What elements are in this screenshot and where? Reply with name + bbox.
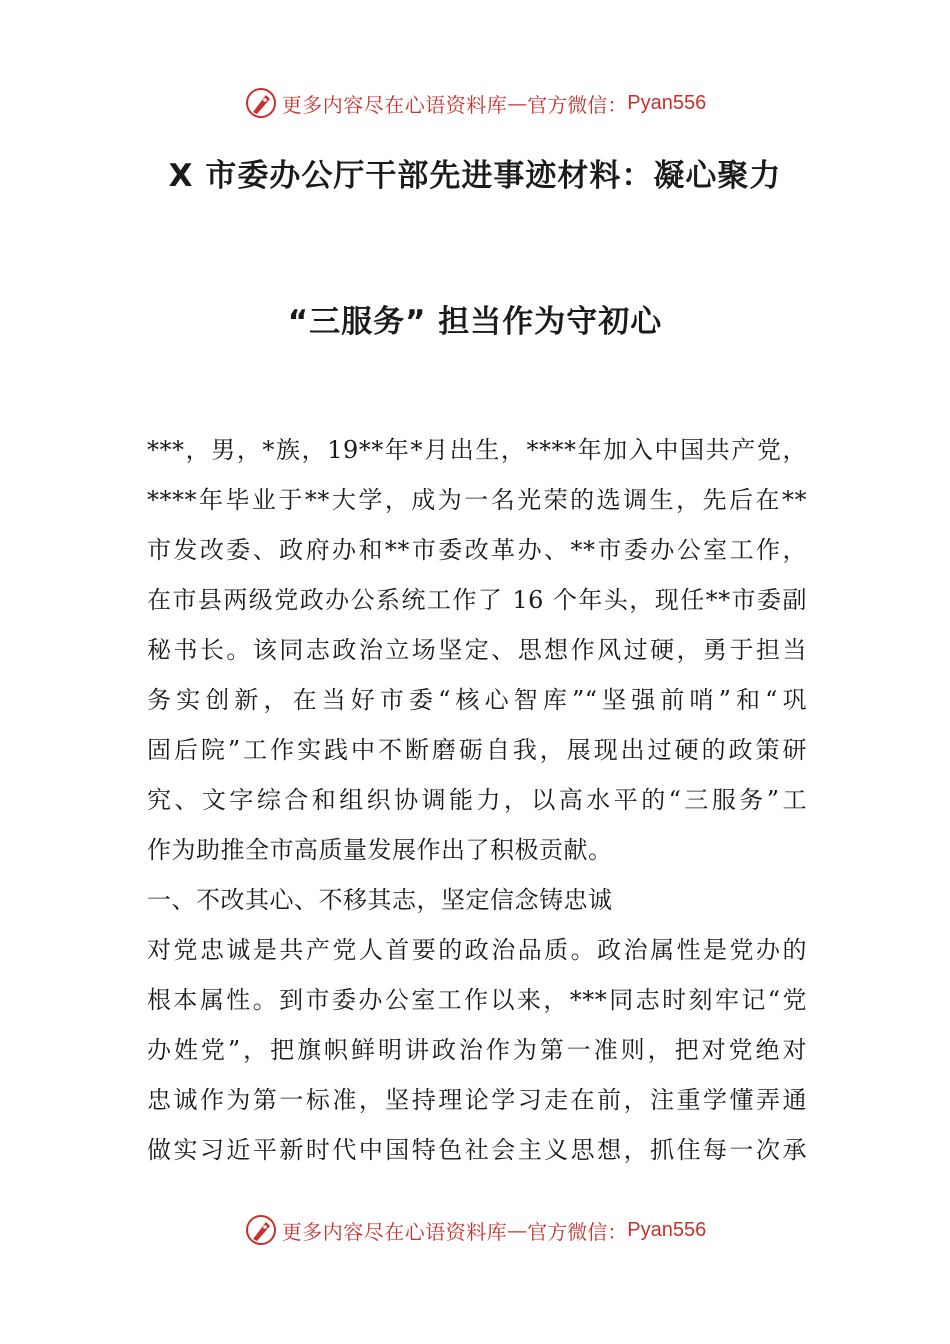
- watermark-wechat-label: 官方微信：: [527, 92, 628, 117]
- body-line: 秘书长。该同志政治立场坚定、思想作风过硬，勇于担当: [147, 636, 807, 664]
- body-line: ***，男，*族，19**年*月出生，****年加入中国共产党，: [147, 436, 807, 464]
- section-heading: 一、不改其心、不移其志，坚定信念铸忠诚: [147, 886, 613, 914]
- watermark-text: 更多内容尽在心语资料库: [281, 92, 508, 117]
- pen-nib-circle-icon: [244, 1213, 278, 1247]
- body-line: 作为助推全市高质量发展作出了积极贡献。: [147, 836, 613, 864]
- body-line: 市发改委、政府办和**市委改革办、**市委办公室工作，: [147, 536, 807, 564]
- watermark-wechat-label: 官方微信：: [527, 1219, 628, 1244]
- document-body: [147, 425, 807, 1175]
- body-line: 忠诚作为第一标准，坚持理论学习走在前，注重学懂弄通: [147, 1086, 807, 1114]
- watermark-text: 更多内容尽在心语资料库: [281, 1219, 508, 1244]
- document-title-line-1: X 市委办公厅干部先进事迹材料：凝心聚力: [168, 158, 782, 194]
- watermark-wechat-id: Pyan556: [627, 1218, 707, 1241]
- body-line: 对党忠诚是共产党人首要的政治品质。政治属性是党办的: [147, 936, 807, 964]
- body-line: 务实创新，在当好市委“核心智库”“坚强前哨”和“巩: [147, 686, 807, 714]
- body-line: 究、文字综合和组织协调能力，以高水平的“三服务”工: [147, 786, 807, 814]
- document-title-line-2: “三服务” 担当作为守初心: [287, 304, 663, 340]
- watermark-wechat-id: Pyan556: [627, 91, 707, 114]
- header-watermark: [0, 83, 950, 123]
- body-line: 在市县两级党政办公系统工作了 16 个年头，现任**市委副: [147, 586, 807, 614]
- body-line: 做实习近平新时代中国特色社会主义思想，抓住每一次承: [147, 1136, 807, 1164]
- body-line: 根本属性。到市委办公室工作以来，***同志时刻牢记“党: [147, 986, 807, 1014]
- body-line: 办姓党”，把旗帜鲜明讲政治作为第一准则，把对党绝对: [147, 1036, 807, 1064]
- pen-nib-circle-icon: [244, 86, 278, 120]
- watermark-dash: —: [507, 1218, 528, 1242]
- body-line: 固后院”工作实践中不断磨砺自我，展现出过硬的政策研: [147, 736, 807, 764]
- footer-watermark: [0, 1210, 950, 1250]
- watermark-dash: —: [507, 91, 528, 115]
- body-line: ****年毕业于**大学，成为一名光荣的选调生，先后在**: [147, 486, 807, 514]
